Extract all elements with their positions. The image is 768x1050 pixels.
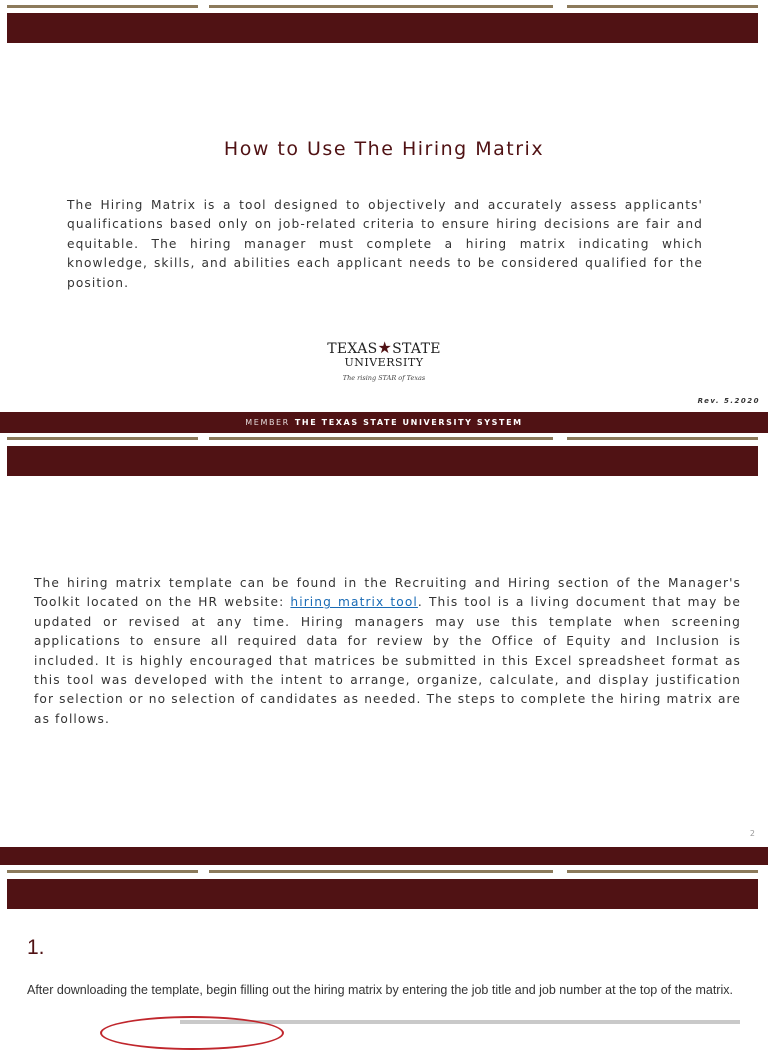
body-text-end: . This tool is a living document that may be updated or revised at any time. Hiring managers may use this template when screening applications to ensure all required data for review by the Office of Equity and Inclusion is included. It is highly encouraged that matrices be submitted in this Excel spreadsheet format as this tool was developed with the intent to arrange, organize, calculate, and display justification for selection or no selection of candidates as needed. The steps to complete the hiring matrix are as follows. xyxy=(34,595,741,726)
logo-word-texas: TEXAS xyxy=(327,341,378,357)
university-logo xyxy=(300,338,468,382)
intro-paragraph: The Hiring Matrix is a tool designed to objectively and accurately assess applicants' qualifications based only on job-related criteria to ensure hiring decisions are fair and equitable. The hiring manager must complete a hiring matrix indicating which knowledge, skills, and abilities each applicant needs to be considered qualified for the position. xyxy=(67,198,703,290)
highlight-oval xyxy=(100,1016,284,1050)
page-number: 2 xyxy=(749,829,755,838)
gold-rule xyxy=(567,437,758,440)
body-paragraph xyxy=(34,574,741,729)
star-icon: ★ xyxy=(377,338,393,357)
member-footer-band xyxy=(0,412,768,433)
header-band xyxy=(7,13,758,43)
footer-band xyxy=(0,847,768,865)
step-number: 1. xyxy=(27,936,45,959)
step-instruction: After downloading the template, begin filling out the hiring matrix by entering the job title and job number at the top of the matrix. xyxy=(27,983,733,997)
gold-rule xyxy=(209,437,553,440)
gold-rule xyxy=(7,437,198,440)
page-title: How to Use The Hiring Matrix xyxy=(223,138,545,160)
logo-university: UNIVERSITY xyxy=(344,356,424,369)
revision-date: Rev. 5.2020 xyxy=(697,397,760,405)
gold-rule xyxy=(209,870,553,873)
header-band xyxy=(7,879,758,909)
header-band xyxy=(7,446,758,476)
member-label: MEMBER xyxy=(245,418,290,427)
gold-rule xyxy=(567,5,758,8)
gold-rule xyxy=(7,870,198,873)
member-system: THE TEXAS STATE UNIVERSITY SYSTEM xyxy=(294,418,523,427)
hiring-matrix-tool-link[interactable]: hiring matrix tool xyxy=(290,595,418,610)
body-text-start: The hiring matrix template can be found in the Recruiting and Hiring section of the Manager's Toolkit located on the HR website: xyxy=(34,576,741,610)
logo-word-state: STATE xyxy=(392,341,441,357)
gold-rule xyxy=(7,5,198,8)
gold-rule xyxy=(567,870,758,873)
gold-rule xyxy=(209,5,553,8)
logo-tagline: The rising STAR of Texas xyxy=(342,374,426,382)
